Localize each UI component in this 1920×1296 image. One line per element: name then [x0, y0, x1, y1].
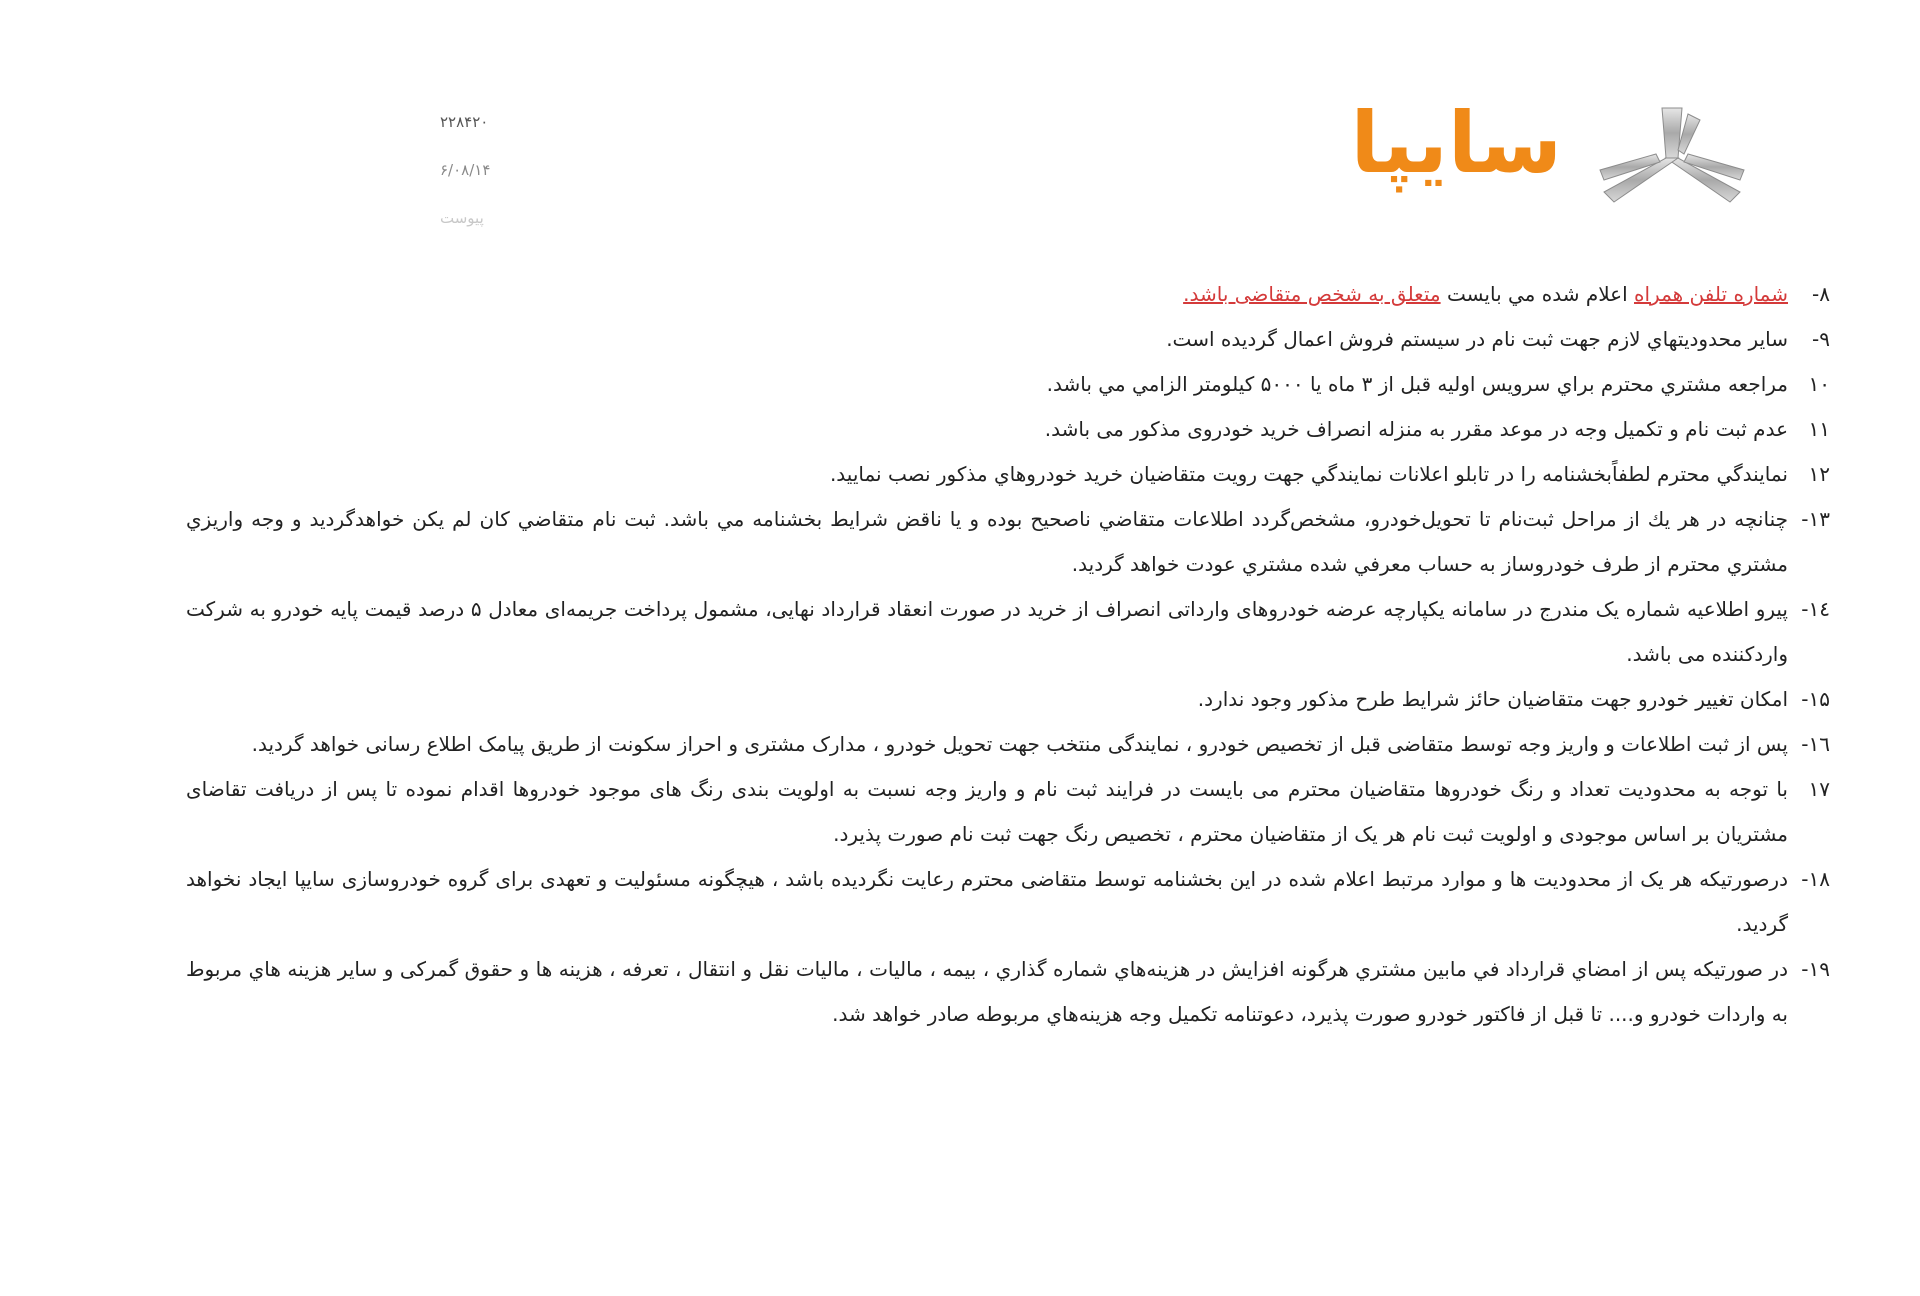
term-text-part: پیرو اطلاعیه شماره یک مندرج در سامانه یکپارچه عرضه خودروهای وارداتی انصراف از خرید در صورت انعقاد قرارداد نهایی، مشمول پرداخت جریمه‌ای معادل ۵ درصد قیمت پایه خودرو به شرکت واردکننده می باشد.: [186, 597, 1788, 666]
term-number: ۱۹-: [1801, 957, 1830, 981]
term-text-part: درصورتیکه هر یک از محدودیت ها و موارد مرتبط اعلام شده در این بخشنامه توسط متقاضی محترم رعایت نگردیده باشد ، هیچگونه مسئولیت و تعهدی برای گروه خودروسازی سایپا ایجاد نخواهد گردید.: [186, 867, 1788, 936]
letter-date: ۶/۰۸/۱۴: [440, 161, 491, 179]
term-text-part: با توجه به محدودیت تعداد و رنگ خودروها متقاضیان محترم می بایست در فرایند ثبت نام و واریز وجه نسبت به اولویت بندی رنگ های موجود خودروها اقدام نموده تا پس از دریافت تقاضای مشتریان بر اساس موجودی و اولویت ثبت نام هر یک از متقاضیان محترم ، تخصیص رنگ جهت ثبت نام صورت پذیرد.: [186, 777, 1788, 846]
saipa-emblem-icon: [1592, 100, 1752, 210]
term-item: [186, 362, 1830, 407]
term-item: [186, 407, 1830, 452]
term-number: ۹-: [1812, 327, 1830, 351]
document-meta: [440, 112, 590, 256]
term-text: [1198, 687, 1788, 711]
term-item: [186, 677, 1830, 722]
term-text-part: اعلام شده مي بایست: [1440, 282, 1635, 306]
term-text: [252, 732, 1788, 756]
term-number: ۸-: [1812, 282, 1830, 306]
term-text: [1047, 372, 1788, 396]
highlighted-text: متعلق به شخص متقاضی باشد.: [1183, 282, 1441, 306]
logo-wordmark: سایپا: [1350, 94, 1562, 192]
term-number: ۱۲: [1808, 462, 1830, 486]
term-number: ۱۸-: [1801, 867, 1830, 891]
term-text-part: سایر محدودیتهاي لازم جهت ثبت نام در سیستم فروش اعمال گردیده است.: [1166, 327, 1788, 351]
term-text: [186, 777, 1788, 846]
term-item: [186, 587, 1830, 677]
term-item: [186, 317, 1830, 362]
term-text: [1045, 417, 1788, 441]
term-number: ۱۵-: [1801, 687, 1830, 711]
term-item: [186, 947, 1830, 1037]
term-number: ۱٦-: [1801, 732, 1830, 756]
term-text-part: پس از ثبت اطلاعات و واریز وجه توسط متقاضی قبل از تخصیص خودرو ، نمایندگی منتخب جهت تحویل خودرو ، مدارک مشتری و احراز سکونت از طریق پیامک اطلاع رسانی خواهد گردید.: [251, 732, 1788, 756]
term-text-part: مراجعه مشتري محترم براي سرویس اولیه قبل از ۳ ماه یا ۵۰۰۰ کیلومتر الزامي مي باشد.: [1046, 372, 1788, 396]
term-text-part: نمایندگي محترم لطفاًبخشنامه را در تابلو اعلانات نمایندگي جهت رویت متقاضیان خرید خودروهاي مذکور نصب نمایید.: [829, 462, 1788, 486]
term-number: ۱۳-: [1801, 507, 1830, 531]
term-item: [186, 452, 1830, 497]
attachment-label: پیوست: [440, 209, 484, 227]
company-logo: [1332, 94, 1752, 210]
term-text-part: امکان تغییر خودرو جهت متقاضیان حائز شرایط طرح مذکور وجود ندارد.: [1197, 687, 1788, 711]
term-text: [1183, 282, 1788, 306]
term-number: ۱۷: [1808, 777, 1830, 801]
term-number: ۱۱: [1808, 417, 1830, 441]
term-item: [186, 767, 1830, 857]
term-item: [186, 722, 1830, 767]
term-number: ۱۰: [1808, 372, 1830, 396]
term-text: [186, 957, 1788, 1026]
term-text-part: چنانچه در هر یك از مراحل ثبت‌نام تا تحویل‌خودرو، مشخص‌گردد اطلاعات متقاضي ناصحیح بوده و یا ناقض شرایط بخشنامه مي باشد. ثبت نام متقاضي کان لم یکن خواهدگردید و وجه واریزي مشتري محترم از طرف خودروساز به حساب معرفي شده مشتري عودت خواهد گردید.: [186, 507, 1788, 576]
letter-number: ۲۲۸۴۲۰: [440, 113, 489, 131]
term-number: ۱٤-: [1801, 597, 1830, 621]
term-text-part: عدم ثبت نام و تکمیل وجه در موعد مقرر به منزله انصراف خرید خودروی مذکور می باشد.: [1044, 417, 1788, 441]
term-text: [1166, 327, 1788, 351]
term-text: [830, 462, 1788, 486]
term-text: [186, 867, 1788, 936]
term-item: [186, 272, 1830, 317]
term-text: [186, 597, 1788, 666]
term-item: [186, 857, 1830, 947]
highlighted-text: شماره تلفن همراه: [1634, 282, 1788, 306]
term-text-part: در صورتیکه پس از امضاي قرارداد في مابین مشتري هرگونه افزایش در هزینه‌هاي شماره گذاري ، بیمه ، مالیات ، مالیات نقل و انتقال ، تعرفه ، هزینه ها و حقوق گمرکی و سایر هزینه هاي مربوط به واردات خودرو و.... تا قبل از فاکتور خودرو صورت پذیرد، دعوتنامه تکمیل وجه هزینه‌هاي مربوطه صادر خواهد شد.: [186, 957, 1788, 1026]
term-text: [186, 507, 1788, 576]
terms-list: [186, 272, 1830, 1037]
term-item: [186, 497, 1830, 587]
